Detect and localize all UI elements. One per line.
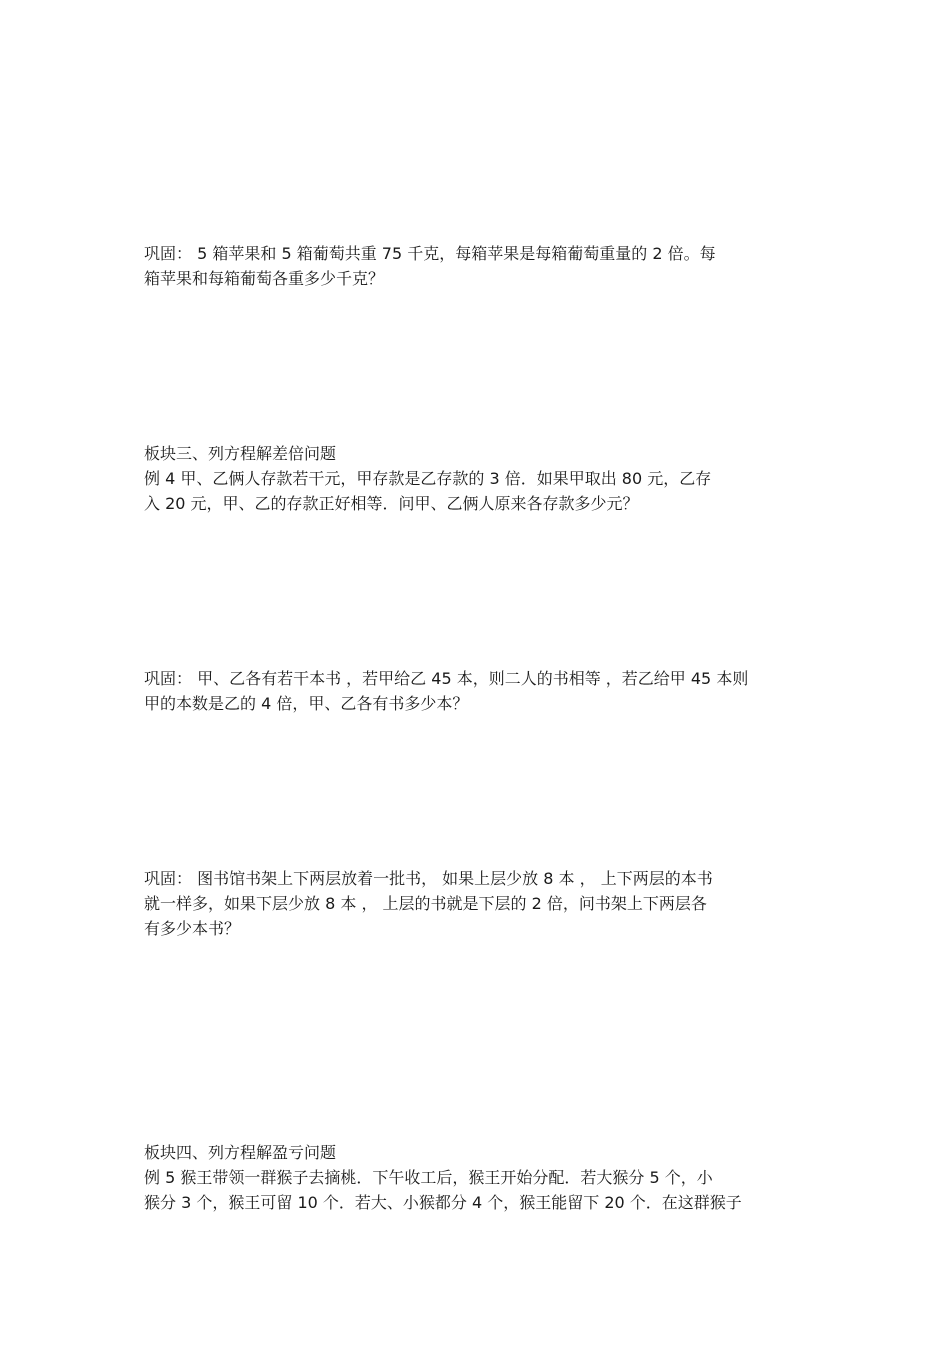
example-5-text-line: 例 5 猴王带领一群猴子去摘桃．下午收工后，猴王开始分配．若大猴分 5 个，小 <box>144 1168 713 1187</box>
problem-text-line: 巩固： 甲、乙各有若干本书 ，若甲给乙 45 本，则二人的书相等 ，若乙给甲 45 本则 <box>144 669 749 688</box>
consolidation-problem-1 <box>144 241 808 291</box>
consolidation-problem-2 <box>144 666 808 716</box>
problem-text-line: 箱苹果和每箱葡萄各重多少千克？ <box>144 269 385 288</box>
problem-text-line: 巩固： 图书馆书架上下两层放着一批书， 如果上层少放 8 本 ， 上下两层的本书 <box>144 869 713 888</box>
example-4-text-line: 例 4 甲、乙俩人存款若干元，甲存款是乙存款的 3 倍．如果甲取出 80 元，乙存 <box>144 469 712 488</box>
example-4-text-line: 入 20 元，甲、乙的存款正好相等．问甲、乙俩人原来各存款多少元？ <box>144 494 639 513</box>
problem-text-line: 甲的本数是乙的 4 倍，甲、乙各有书多少本？ <box>144 694 469 713</box>
section-heading: 板块四、列方程解盈亏问题 <box>144 1143 337 1162</box>
problem-text-line: 巩固： 5 箱苹果和 5 箱葡萄共重 75 千克，每箱苹果是每箱葡萄重量的 2 倍。每 <box>144 244 716 263</box>
section-3 <box>144 441 808 516</box>
section-heading: 板块三、列方程解差倍问题 <box>144 444 337 463</box>
problem-text-line: 有多少本书？ <box>144 919 241 938</box>
consolidation-problem-3 <box>144 866 808 941</box>
problem-text-line: 就一样多，如果下层少放 8 本 ， 上层的书就是下层的 2 倍，问书架上下两层各 <box>144 894 707 913</box>
example-5-text-line: 猴分 3 个，猴王可留 10 个．若大、小猴都分 4 个，猴王能留下 20 个．在这群猴子 <box>144 1193 742 1212</box>
section-4 <box>144 1140 808 1215</box>
